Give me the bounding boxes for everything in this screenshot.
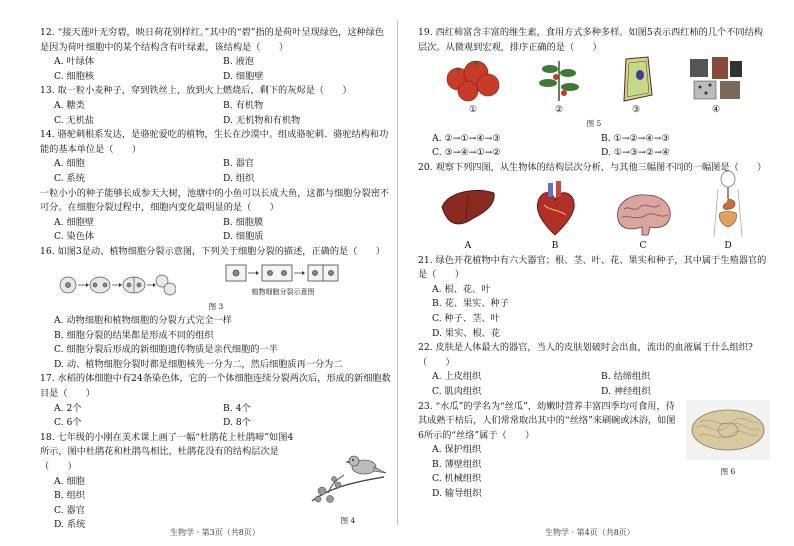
option-b: B. 细胞分裂的结果都是形成不同的组织 bbox=[54, 329, 214, 341]
question-19 bbox=[418, 26, 770, 161]
question-17 bbox=[40, 372, 392, 430]
option-a: A. 保护组织 bbox=[432, 444, 482, 456]
question-22 bbox=[418, 341, 770, 399]
figure-label: A bbox=[464, 239, 472, 251]
figure-label: C bbox=[639, 239, 647, 251]
option-b: B. 结缔组织 bbox=[601, 371, 651, 383]
option-b: B. 器官 bbox=[223, 158, 254, 170]
question-15 bbox=[40, 187, 392, 245]
option-c: C. 系统 bbox=[54, 172, 85, 184]
heart-image bbox=[530, 179, 580, 239]
option-a: A. 细胞 bbox=[54, 475, 85, 487]
option-a: A. 细胞 bbox=[54, 158, 85, 170]
figure-3 bbox=[40, 260, 392, 300]
question-16 bbox=[40, 245, 392, 373]
option-d: D. ①→③→②→④ bbox=[601, 147, 670, 159]
figure-caption: 图 6 bbox=[720, 467, 736, 477]
question-stem: 14. 骆驼刺根系发达，是骆驼爱吃的植物，生长在沙漠中。组成骆驼刺、骆驼结构和功能的基本单位是（ ） bbox=[40, 129, 389, 155]
option-d: D. 输导组织 bbox=[432, 488, 482, 500]
figure-organs bbox=[418, 176, 770, 254]
option-b: B. 4个 bbox=[223, 402, 251, 414]
option-c: C. ③→④→①→② bbox=[432, 147, 501, 159]
question-stem: 22. 皮肤是人体最大的器官，当人的皮肤划破时会出血，流出的血液属于什么组织?（ ） bbox=[418, 342, 753, 368]
option-b: B. 液泡 bbox=[223, 56, 254, 68]
option-d: D. 动、植物细胞分裂时都是细胞核先一分为二，然后细胞质再一分为二 bbox=[54, 358, 343, 370]
option-c: C. 染色体 bbox=[54, 231, 95, 243]
bird-on-branch-illustration bbox=[308, 439, 388, 509]
question-stem: 23. “水瓜”的学名为“丝瓜”，幼嫩时营养丰富四季均可食用，待其成熟干枯后，人们常常取出其中的“丝络”来刷碗或沐浴，如图6所示的“丝络”属于（ ） bbox=[418, 400, 676, 441]
loofah-sponge-image bbox=[686, 400, 770, 460]
figure-caption: 图 3 bbox=[208, 301, 224, 311]
question-stem: 20. 观察下列四图，从生物体的结构层次分析，与其他三幅图不同的一幅图是（ ） bbox=[418, 161, 767, 173]
option-c: C. 细胞分裂后形成的新细胞遗传物质是亲代细胞的一半 bbox=[54, 344, 278, 356]
liver-image bbox=[438, 183, 498, 239]
figure-label: 植物细胞分裂示意图 bbox=[251, 287, 315, 296]
animal-cell-division-figure bbox=[58, 270, 176, 300]
option-a: A. 上皮组织 bbox=[432, 371, 482, 383]
option-c: C. 细胞核 bbox=[54, 70, 95, 82]
option-b: B. 有机物 bbox=[223, 99, 264, 111]
question-12 bbox=[40, 26, 392, 84]
option-b: B. 花、果实、种子 bbox=[432, 298, 509, 310]
option-a: A. 根、花、叶 bbox=[432, 283, 491, 295]
figure-label: ④ bbox=[711, 104, 721, 115]
option-a: A. 细胞壁 bbox=[54, 216, 95, 228]
option-c: C. 6个 bbox=[54, 417, 82, 429]
option-d: D. 系统 bbox=[54, 519, 86, 531]
option-d: D. 神经组织 bbox=[601, 385, 651, 397]
option-b: B. ①→②→④→③ bbox=[601, 132, 670, 144]
tomato-fruit-image bbox=[444, 55, 502, 103]
plant-cell-image bbox=[616, 55, 656, 103]
question-stem: 13. 取一粒小麦种子，穿到铁丝上，放到火上燃烧后，剩下的灰烬是（ ） bbox=[40, 85, 352, 97]
option-b: B. 薄壁组织 bbox=[432, 458, 482, 470]
figure-label: D bbox=[724, 239, 732, 251]
question-14 bbox=[40, 128, 392, 186]
option-d: D. 8个 bbox=[223, 417, 251, 429]
option-d: D. 组织 bbox=[223, 172, 255, 184]
question-20 bbox=[418, 161, 770, 254]
brain-image bbox=[612, 189, 674, 239]
digestive-system-image bbox=[706, 169, 750, 239]
question-stem: 19. 西红柿富含丰富的维生素，食用方式多种多样。如图5表示西红柿的几个不同结构层次。从微观到宏观，排序正确的是（ ） bbox=[418, 27, 763, 53]
option-c: C. 种子、茎、叶 bbox=[432, 312, 500, 324]
option-b: B. 组织 bbox=[54, 490, 85, 502]
figure-label: ③ bbox=[631, 104, 641, 115]
figure-label: ① bbox=[468, 104, 478, 115]
page-footer-right: 生物学 · 第4页（共8页） bbox=[545, 528, 635, 537]
plant-cell-division-figure bbox=[224, 261, 342, 285]
option-d: D. 细胞质 bbox=[223, 231, 264, 243]
question-stem: 18. 七年级的小刚在美术课上画了一幅“杜鹃花上杜鹃啼”如图4所示，图中杜鹃花和杜鹃鸟相比，杜鹃花没有的结构层次是（ ） bbox=[40, 431, 294, 473]
option-d: D. 果实、根、花 bbox=[432, 327, 501, 339]
option-c: C. 肌肉组织 bbox=[432, 385, 482, 397]
option-a: A. 叶绿体 bbox=[54, 56, 95, 68]
option-a: A. 动物细胞和植物细胞的分裂方式完全一样 bbox=[54, 315, 232, 327]
figure-label: B bbox=[551, 239, 559, 251]
tomato-plant-image bbox=[534, 55, 584, 103]
question-stem: 17. 水稻的体细胞中有24条染色体，它的一个体细胞连续分裂两次后，形成的新细胞数目是（ ） bbox=[40, 373, 391, 400]
tissue-samples-image bbox=[688, 55, 744, 103]
question-18 bbox=[40, 431, 392, 533]
option-a: A. 糖类 bbox=[54, 99, 85, 111]
left-page bbox=[40, 26, 392, 533]
page-footer-left: 生物学 · 第3页（共8页） bbox=[170, 528, 260, 537]
page-divider bbox=[397, 20, 398, 525]
option-d: D. 无机物和有机物 bbox=[223, 114, 301, 126]
question-13 bbox=[40, 84, 392, 128]
figure-6 bbox=[686, 400, 770, 480]
option-c: C. 机械组织 bbox=[432, 473, 482, 485]
figure-4 bbox=[308, 439, 388, 529]
option-c: C. 器官 bbox=[54, 504, 85, 516]
option-b: B. 细胞膜 bbox=[223, 216, 264, 228]
option-c: C. 无机盐 bbox=[54, 114, 95, 126]
figure-caption: 图 4 bbox=[340, 516, 356, 526]
question-stem: 一粒小小的种子能够长成参天大树，池塘中的小鱼可以长成大鱼，这都与细胞分裂密不可分。在细胞分裂过程中，细胞内变化最明显的是（ ） bbox=[40, 187, 390, 214]
right-page bbox=[418, 26, 770, 502]
figure-5 bbox=[418, 55, 770, 117]
figure-caption: 图 5 bbox=[586, 119, 602, 129]
question-stem: 16. 如图3是动、植物细胞分裂示意图，下列关于细胞分裂的描述，正确的是（ ） bbox=[40, 245, 385, 257]
option-a: A. 2个 bbox=[54, 402, 82, 414]
question-23 bbox=[418, 400, 770, 502]
option-a: A. ②→①→④→③ bbox=[432, 132, 501, 144]
question-stem: 21. 绿色开花植物中有六大器官；根、茎、叶、花、果实和种子，其中属于生殖器官的是（ ） bbox=[418, 254, 767, 281]
option-d: D. 细胞壁 bbox=[223, 70, 264, 82]
question-21 bbox=[418, 254, 770, 342]
figure-label: ② bbox=[554, 104, 564, 115]
question-stem: 12. “接天莲叶无穷碧，映日荷花别样红。”其中的“碧”指的是荷叶呈现绿色，这种绿色是因为荷叶细胞中的某个结构含有叶绿素，该结构是（ ） bbox=[40, 27, 385, 53]
